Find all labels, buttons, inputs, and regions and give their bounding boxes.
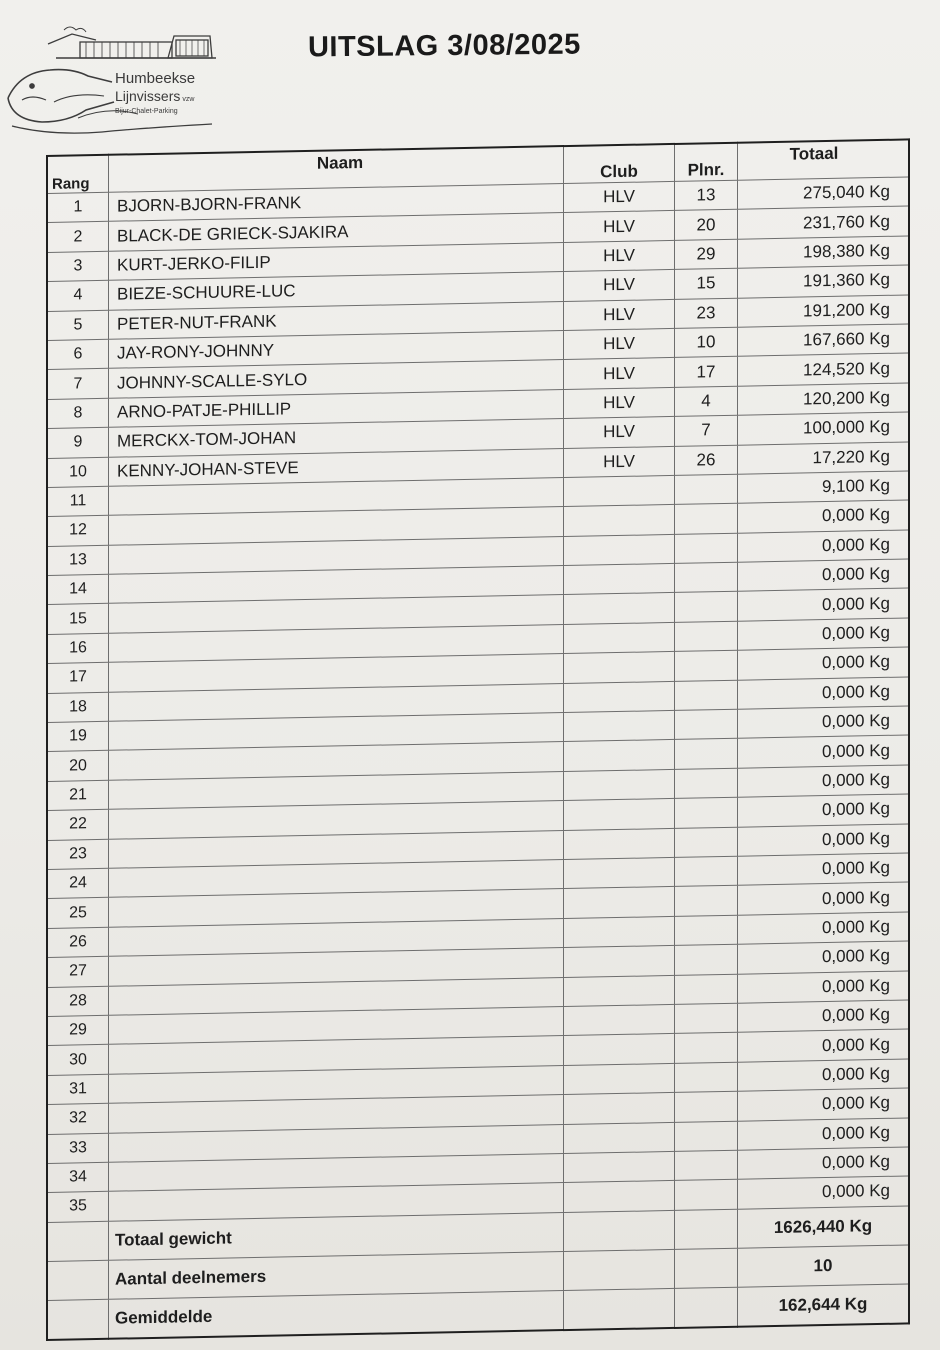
rank-cell: 8 — [47, 398, 109, 429]
club-cell: HLV — [564, 358, 675, 390]
place-number-cell: 23 — [675, 298, 738, 329]
total-weight-cell: 0,000 Kg — [738, 677, 910, 710]
place-number-cell — [675, 739, 738, 770]
results-rows — [47, 177, 909, 1222]
club-cell — [564, 1034, 675, 1066]
place-number-cell: 17 — [675, 357, 738, 388]
club-cell: HLV — [564, 446, 675, 478]
summary-blank-cell — [564, 1249, 675, 1290]
rank-cell: 17 — [47, 663, 109, 694]
place-number-cell — [675, 680, 738, 711]
place-number-cell: 26 — [675, 445, 738, 476]
place-number-cell — [675, 1121, 738, 1152]
summary-value: 10 — [738, 1245, 910, 1287]
name-cell: KENNY-JOHAN-STEVE — [109, 448, 564, 486]
header-naam: Naam — [109, 146, 564, 192]
club-cell — [564, 710, 675, 742]
place-number-cell — [675, 1062, 738, 1093]
total-weight-cell: 275,040 Kg — [738, 177, 910, 210]
logo-text-lijnvissers — [115, 88, 194, 104]
rank-cell: 1 — [47, 192, 109, 223]
name-cell: BJORN-BJORN-FRANK — [109, 184, 564, 222]
summary-blank-cell — [47, 1299, 109, 1340]
total-weight-cell: 0,000 Kg — [738, 1176, 910, 1209]
club-cell — [564, 1063, 675, 1095]
logo-text-lijnvissers-main: Lijnvissers — [115, 88, 181, 104]
rank-cell: 6 — [47, 339, 109, 370]
summary-rows — [47, 1206, 909, 1340]
page-title: UITSLAG 3/08/2025 — [307, 28, 581, 64]
rank-cell: 3 — [47, 251, 109, 282]
club-cell — [564, 593, 675, 625]
place-number-cell — [675, 504, 738, 535]
club-cell — [564, 652, 675, 684]
club-cell — [564, 1122, 675, 1154]
place-number-cell — [675, 709, 738, 740]
club-cell — [564, 475, 675, 507]
logo-text-location: Bijur-Chalet-Parking — [115, 108, 178, 115]
total-weight-cell: 0,000 Kg — [738, 735, 910, 768]
total-weight-cell: 0,000 Kg — [738, 1147, 910, 1180]
summary-label: Aantal deelnemers — [109, 1251, 564, 1299]
rank-cell: 4 — [47, 280, 109, 311]
total-weight-cell: 0,000 Kg — [738, 1088, 910, 1121]
club-cell: HLV — [564, 240, 675, 272]
rank-cell: 18 — [47, 692, 109, 723]
rank-cell: 12 — [47, 516, 109, 547]
rank-cell: 11 — [47, 486, 109, 517]
summary-blank-cell — [675, 1287, 738, 1328]
total-weight-cell: 231,760 Kg — [738, 206, 910, 239]
total-weight-cell: 191,200 Kg — [738, 294, 910, 327]
place-number-cell — [675, 1003, 738, 1034]
club-cell — [564, 857, 675, 889]
club-cell — [564, 622, 675, 654]
place-number-cell — [675, 915, 738, 946]
rank-cell: 28 — [47, 986, 109, 1017]
rank-cell: 27 — [47, 956, 109, 987]
rank-cell: 20 — [47, 751, 109, 782]
place-number-cell — [675, 474, 738, 505]
place-number-cell — [675, 562, 738, 593]
club-cell: HLV — [564, 181, 675, 213]
logo-text-humbeekse: Humbeekse — [115, 70, 196, 87]
total-weight-cell: 0,000 Kg — [738, 1059, 910, 1092]
club-cell: HLV — [564, 387, 675, 419]
place-number-cell: 10 — [675, 327, 738, 358]
total-weight-cell: 198,380 Kg — [738, 236, 910, 269]
place-number-cell — [675, 1180, 738, 1211]
club-cell — [564, 799, 675, 831]
rank-cell: 35 — [47, 1192, 109, 1223]
summary-label: Totaal gewicht — [109, 1212, 564, 1260]
club-cell — [564, 769, 675, 801]
place-number-cell — [675, 1091, 738, 1122]
summary-blank-cell — [675, 1248, 738, 1288]
results-table — [46, 138, 910, 1340]
rank-cell: 29 — [47, 1015, 109, 1046]
total-weight-cell: 0,000 Kg — [738, 618, 910, 651]
rank-cell: 7 — [47, 369, 109, 400]
total-weight-cell: 0,000 Kg — [738, 824, 910, 857]
total-weight-cell: 0,000 Kg — [738, 500, 910, 533]
name-cell: JOHNNY-SCALLE-SYLO — [109, 360, 564, 398]
club-cell — [564, 1004, 675, 1036]
rank-cell: 9 — [47, 427, 109, 458]
place-number-cell — [675, 621, 738, 652]
summary-blank-cell — [675, 1209, 738, 1249]
total-weight-cell: 0,000 Kg — [738, 706, 910, 739]
name-cell: ARNO-PATJE-PHILLIP — [109, 389, 564, 427]
club-cell: HLV — [564, 328, 675, 360]
place-number-cell: 15 — [675, 268, 738, 299]
club-cell — [564, 681, 675, 713]
rank-cell: 5 — [47, 310, 109, 341]
rank-cell: 30 — [47, 1045, 109, 1076]
place-number-cell — [675, 797, 738, 828]
rank-cell: 23 — [47, 839, 109, 870]
club-cell — [564, 828, 675, 860]
name-cell: MERCKX-TOM-JOHAN — [109, 419, 564, 457]
rank-cell: 15 — [47, 604, 109, 635]
rank-cell: 16 — [47, 633, 109, 664]
place-number-cell: 13 — [675, 180, 738, 211]
place-number-cell — [675, 827, 738, 858]
summary-blank-cell — [47, 1221, 109, 1261]
club-cell — [564, 916, 675, 948]
place-number-cell — [675, 974, 738, 1005]
name-cell: PETER-NUT-FRANK — [109, 301, 564, 339]
rank-cell: 33 — [47, 1133, 109, 1164]
header-rang: Rang — [47, 155, 109, 194]
rank-cell: 2 — [47, 222, 109, 253]
club-cell — [564, 564, 675, 596]
total-weight-cell: 0,000 Kg — [738, 970, 910, 1003]
club-cell — [564, 1093, 675, 1125]
club-cell — [564, 1151, 675, 1183]
total-weight-cell: 0,000 Kg — [738, 794, 910, 827]
name-cell: JAY-RONY-JOHNNY — [109, 331, 564, 369]
header-club: Club — [564, 144, 675, 184]
club-cell — [564, 975, 675, 1007]
rank-cell: 25 — [47, 898, 109, 929]
club-cell — [564, 505, 675, 537]
place-number-cell — [675, 768, 738, 799]
rank-cell: 21 — [47, 780, 109, 811]
summary-blank-cell — [564, 1210, 675, 1251]
summary-blank-cell — [564, 1288, 675, 1330]
total-weight-cell: 120,200 Kg — [738, 383, 910, 416]
club-cell — [564, 946, 675, 978]
place-number-cell — [675, 650, 738, 681]
place-number-cell: 29 — [675, 239, 738, 270]
total-weight-cell: 0,000 Kg — [738, 882, 910, 915]
club-cell — [564, 887, 675, 919]
summary-label: Gemiddelde — [109, 1290, 564, 1338]
total-weight-cell: 0,000 Kg — [738, 912, 910, 945]
total-weight-cell: 0,000 Kg — [738, 853, 910, 886]
results-sheet — [46, 138, 910, 1340]
rank-cell: 34 — [47, 1162, 109, 1193]
total-weight-cell: 124,520 Kg — [738, 353, 910, 386]
header-plnr: Plnr. — [675, 143, 738, 182]
club-cell — [564, 740, 675, 772]
place-number-cell — [675, 1033, 738, 1064]
total-weight-cell: 0,000 Kg — [738, 530, 910, 563]
total-weight-cell: 0,000 Kg — [738, 1117, 910, 1150]
total-weight-cell: 191,360 Kg — [738, 265, 910, 298]
total-weight-cell: 100,000 Kg — [738, 412, 910, 445]
place-number-cell: 20 — [675, 210, 738, 241]
club-cell — [564, 534, 675, 566]
rank-cell: 10 — [47, 457, 109, 488]
total-weight-cell: 17,220 Kg — [738, 441, 910, 474]
summary-value: 1626,440 Kg — [738, 1206, 910, 1248]
total-weight-cell: 9,100 Kg — [738, 471, 910, 504]
place-number-cell — [675, 886, 738, 917]
total-weight-cell: 0,000 Kg — [738, 588, 910, 621]
rank-cell: 19 — [47, 721, 109, 752]
total-weight-cell: 0,000 Kg — [738, 647, 910, 680]
place-number-cell — [675, 944, 738, 975]
logo-text-vzw: vzw — [182, 96, 195, 103]
summary-blank-cell — [47, 1260, 109, 1300]
total-weight-cell: 0,000 Kg — [738, 1000, 910, 1033]
name-cell: BIEZE-SCHUURE-LUC — [109, 272, 564, 310]
total-weight-cell: 0,000 Kg — [738, 1029, 910, 1062]
summary-value: 162,644 Kg — [738, 1284, 910, 1327]
club-cell: HLV — [564, 270, 675, 302]
name-cell: BLACK-DE GRIECK-SJAKIRA — [109, 213, 564, 251]
place-number-cell — [675, 533, 738, 564]
rank-cell: 26 — [47, 927, 109, 958]
total-weight-cell: 0,000 Kg — [738, 941, 910, 974]
name-cell: KURT-JERKO-FILIP — [109, 242, 564, 280]
rank-cell: 13 — [47, 545, 109, 576]
rank-cell: 32 — [47, 1103, 109, 1134]
rank-cell: 14 — [47, 574, 109, 605]
place-number-cell — [675, 856, 738, 887]
place-number-cell — [675, 592, 738, 623]
place-number-cell: 7 — [675, 415, 738, 446]
header-totaal: Totaal — [738, 139, 910, 180]
place-number-cell — [675, 1150, 738, 1181]
club-cell: HLV — [564, 299, 675, 331]
total-weight-cell: 0,000 Kg — [738, 559, 910, 592]
rank-cell: 24 — [47, 868, 109, 899]
total-weight-cell: 0,000 Kg — [738, 765, 910, 798]
rank-cell: 31 — [47, 1074, 109, 1105]
total-weight-cell: 167,660 Kg — [738, 324, 910, 357]
club-cell: HLV — [564, 211, 675, 243]
rank-cell: 22 — [47, 810, 109, 841]
club-cell: HLV — [564, 417, 675, 449]
club-cell — [564, 1181, 675, 1213]
place-number-cell: 4 — [675, 386, 738, 417]
club-logo — [2, 22, 217, 137]
